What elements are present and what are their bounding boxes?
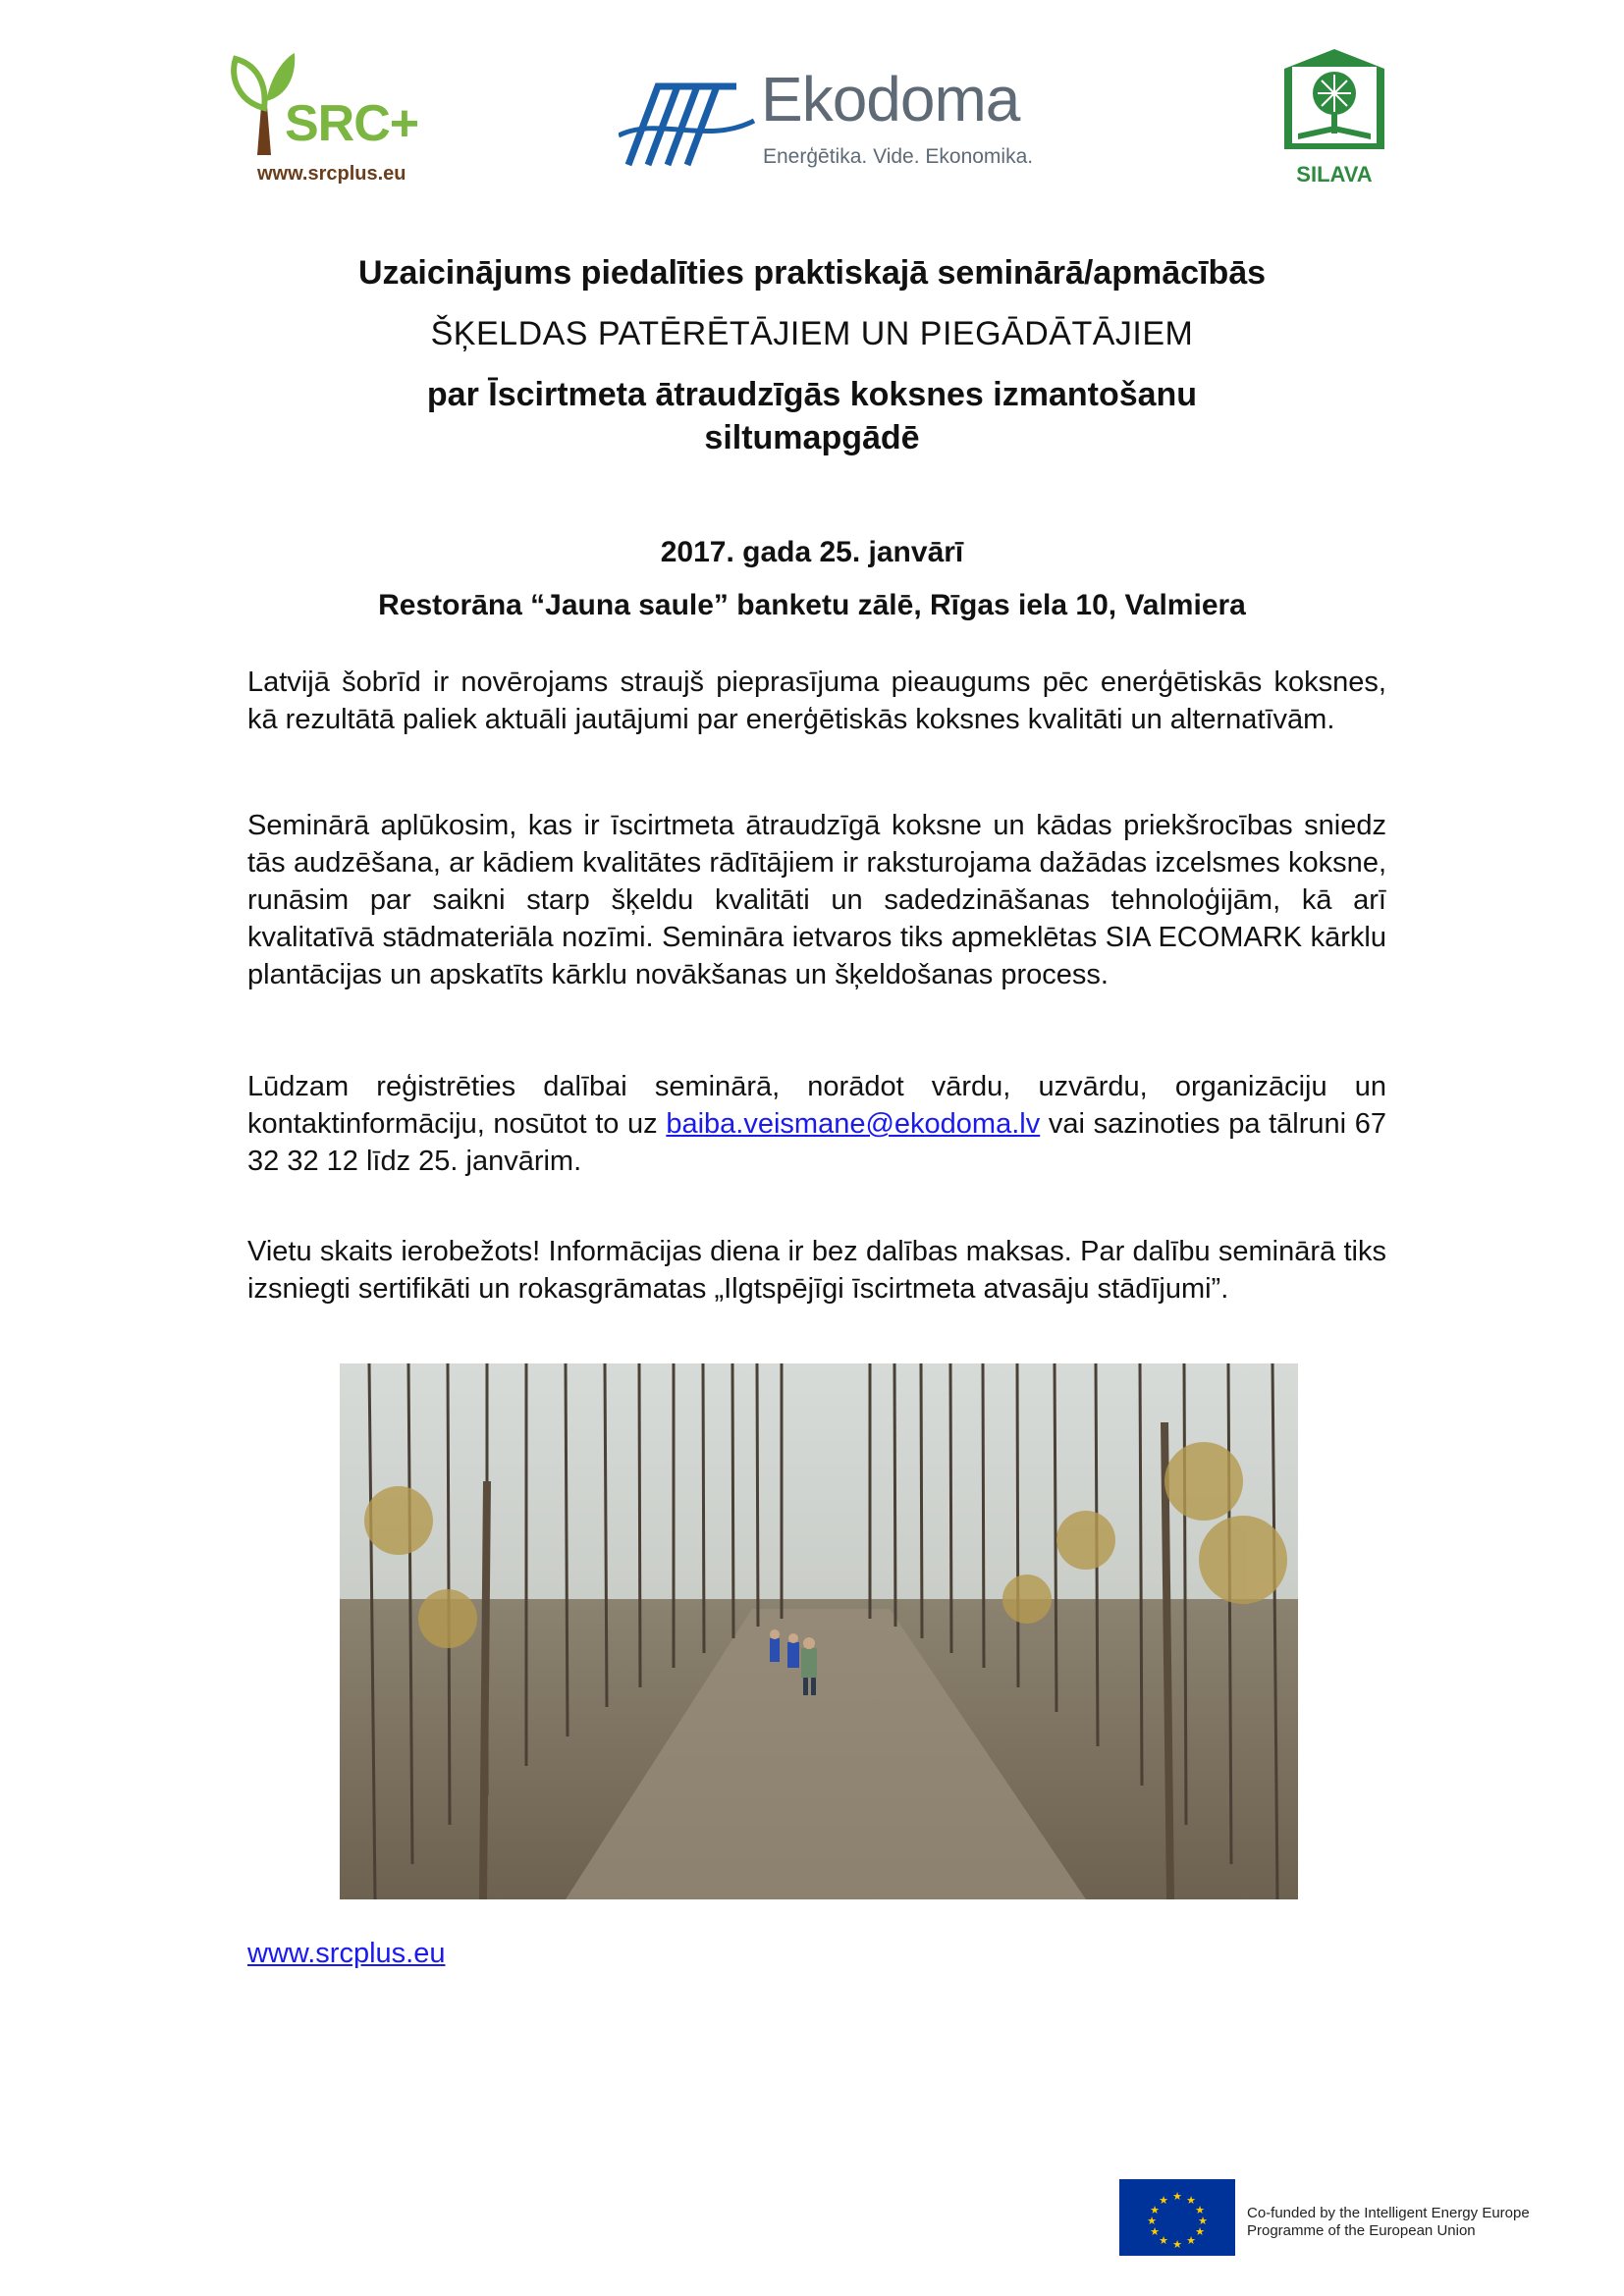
paragraph-registration <box>247 1068 1386 1180</box>
svg-text:★: ★ <box>1172 2190 1182 2203</box>
ekodoma-tagline: Enerģētika. Vide. Ekonomika. <box>763 145 1034 168</box>
paragraph-info: Vietu skaits ierobežots! Informācijas diena ir bez dalības maksas. Par dalību seminārā tiks izsniegti sertifikāti un rokasgrāmatas „Ilgtspējīgi īscirtmeta atvasāju stādījumi”. <box>247 1236 1386 1305</box>
eu-line-2: Programme of the European Union <box>1247 2222 1476 2239</box>
registration-text-before: Lūdzam reģistrēties dalībai seminārā, norādot vārdu, uzvārdu, organizāciju un kontaktinformāciju, nosūtot to uz <box>247 1071 1386 1140</box>
event-venue: Restorāna “Jauna saule” banketu zālē, Rīgas iela 10, Valmiera <box>378 589 1246 621</box>
svg-text:★: ★ <box>1159 2194 1168 2207</box>
header-logos <box>0 0 1624 226</box>
title-line-3 <box>196 373 1428 459</box>
src-plus-brand: SRC+ <box>285 95 419 152</box>
registration-text-after: vai sazinoties pa tālruni 67 32 32 12 līdz 25. janvārim. <box>247 1108 1386 1177</box>
svg-text:★: ★ <box>1150 2225 1160 2238</box>
eu-cofunding <box>1119 2179 1571 2258</box>
event-date: 2017. gada 25. janvārī <box>660 536 964 568</box>
svg-text:★: ★ <box>1186 2234 1196 2247</box>
plantation-photo <box>340 1363 1298 1899</box>
svg-text:★: ★ <box>1150 2204 1160 2216</box>
title-line-3b: siltumapgādē <box>704 419 920 456</box>
srcplus-website-link[interactable]: www.srcplus.eu <box>247 1938 446 1969</box>
title-line-3a: par Īscirtmeta ātraudzīgās koksnes izmantošanu <box>426 376 1198 413</box>
svg-text:★: ★ <box>1147 2215 1157 2227</box>
src-plus-url: www.srcplus.eu <box>257 163 406 185</box>
paragraph-seminar: Seminārā aplūkosim, kas ir īscirtmeta ātraudzīgā koksne un kādas priekšrocības sniedz tās audzēšana, ar kādiem kvalitātes rādītājiem ir raksturojama dažādas izcelsmes koksne, runāsim par saikni starp šķeldu kvalitāti un sadedzināšanas tehnoloģijām, kā arī kvalitatīvā stādmateriāla nozīmi. Semināra ietvaros tiks apmeklētas SIA ECOMARK kārklu plantācijas un apskatīts kārklu novākšanas un šķeldošanas process. <box>247 810 1386 990</box>
ekodoma-logo <box>619 64 1051 185</box>
svg-text:★: ★ <box>1172 2238 1182 2251</box>
silava-label: SILAVA <box>1296 162 1373 187</box>
svg-text:★: ★ <box>1195 2225 1205 2238</box>
email-link[interactable]: baiba.veismane@ekodoma.lv <box>666 1108 1041 1140</box>
svg-text:★: ★ <box>1198 2215 1208 2227</box>
title-line-2: ŠĶELDAS PATĒRĒTĀJIEM UN PIEGĀDĀTĀJIEM <box>430 315 1194 352</box>
ekodoma-wave-icon <box>619 77 756 175</box>
eu-cofunding-text <box>1247 2205 1530 2240</box>
svg-text:★: ★ <box>1159 2234 1168 2247</box>
eu-flag-icon <box>1119 2179 1235 2256</box>
svg-text:★: ★ <box>1195 2204 1205 2216</box>
eu-line-1: Co-funded by the Intelligent Energy Europe <box>1247 2205 1530 2221</box>
src-plus-logo <box>228 47 454 194</box>
title-line-1: Uzaicinājums piedalīties praktiskajā seminārā/apmācībās <box>357 254 1267 292</box>
silava-logo <box>1276 39 1392 191</box>
ekodoma-name: Ekodoma <box>761 64 1020 134</box>
tree-book-icon <box>1276 39 1392 157</box>
paragraph-intro: Latvijā šobrīd ir novērojams straujš pieprasījuma pieaugums pēc enerģētiskās koksnes, kā rezultātā paliek aktuāli jautājumi par enerģētiskās koksnes kvalitāti un alternatīvām. <box>247 667 1386 735</box>
svg-text:★: ★ <box>1186 2194 1196 2207</box>
